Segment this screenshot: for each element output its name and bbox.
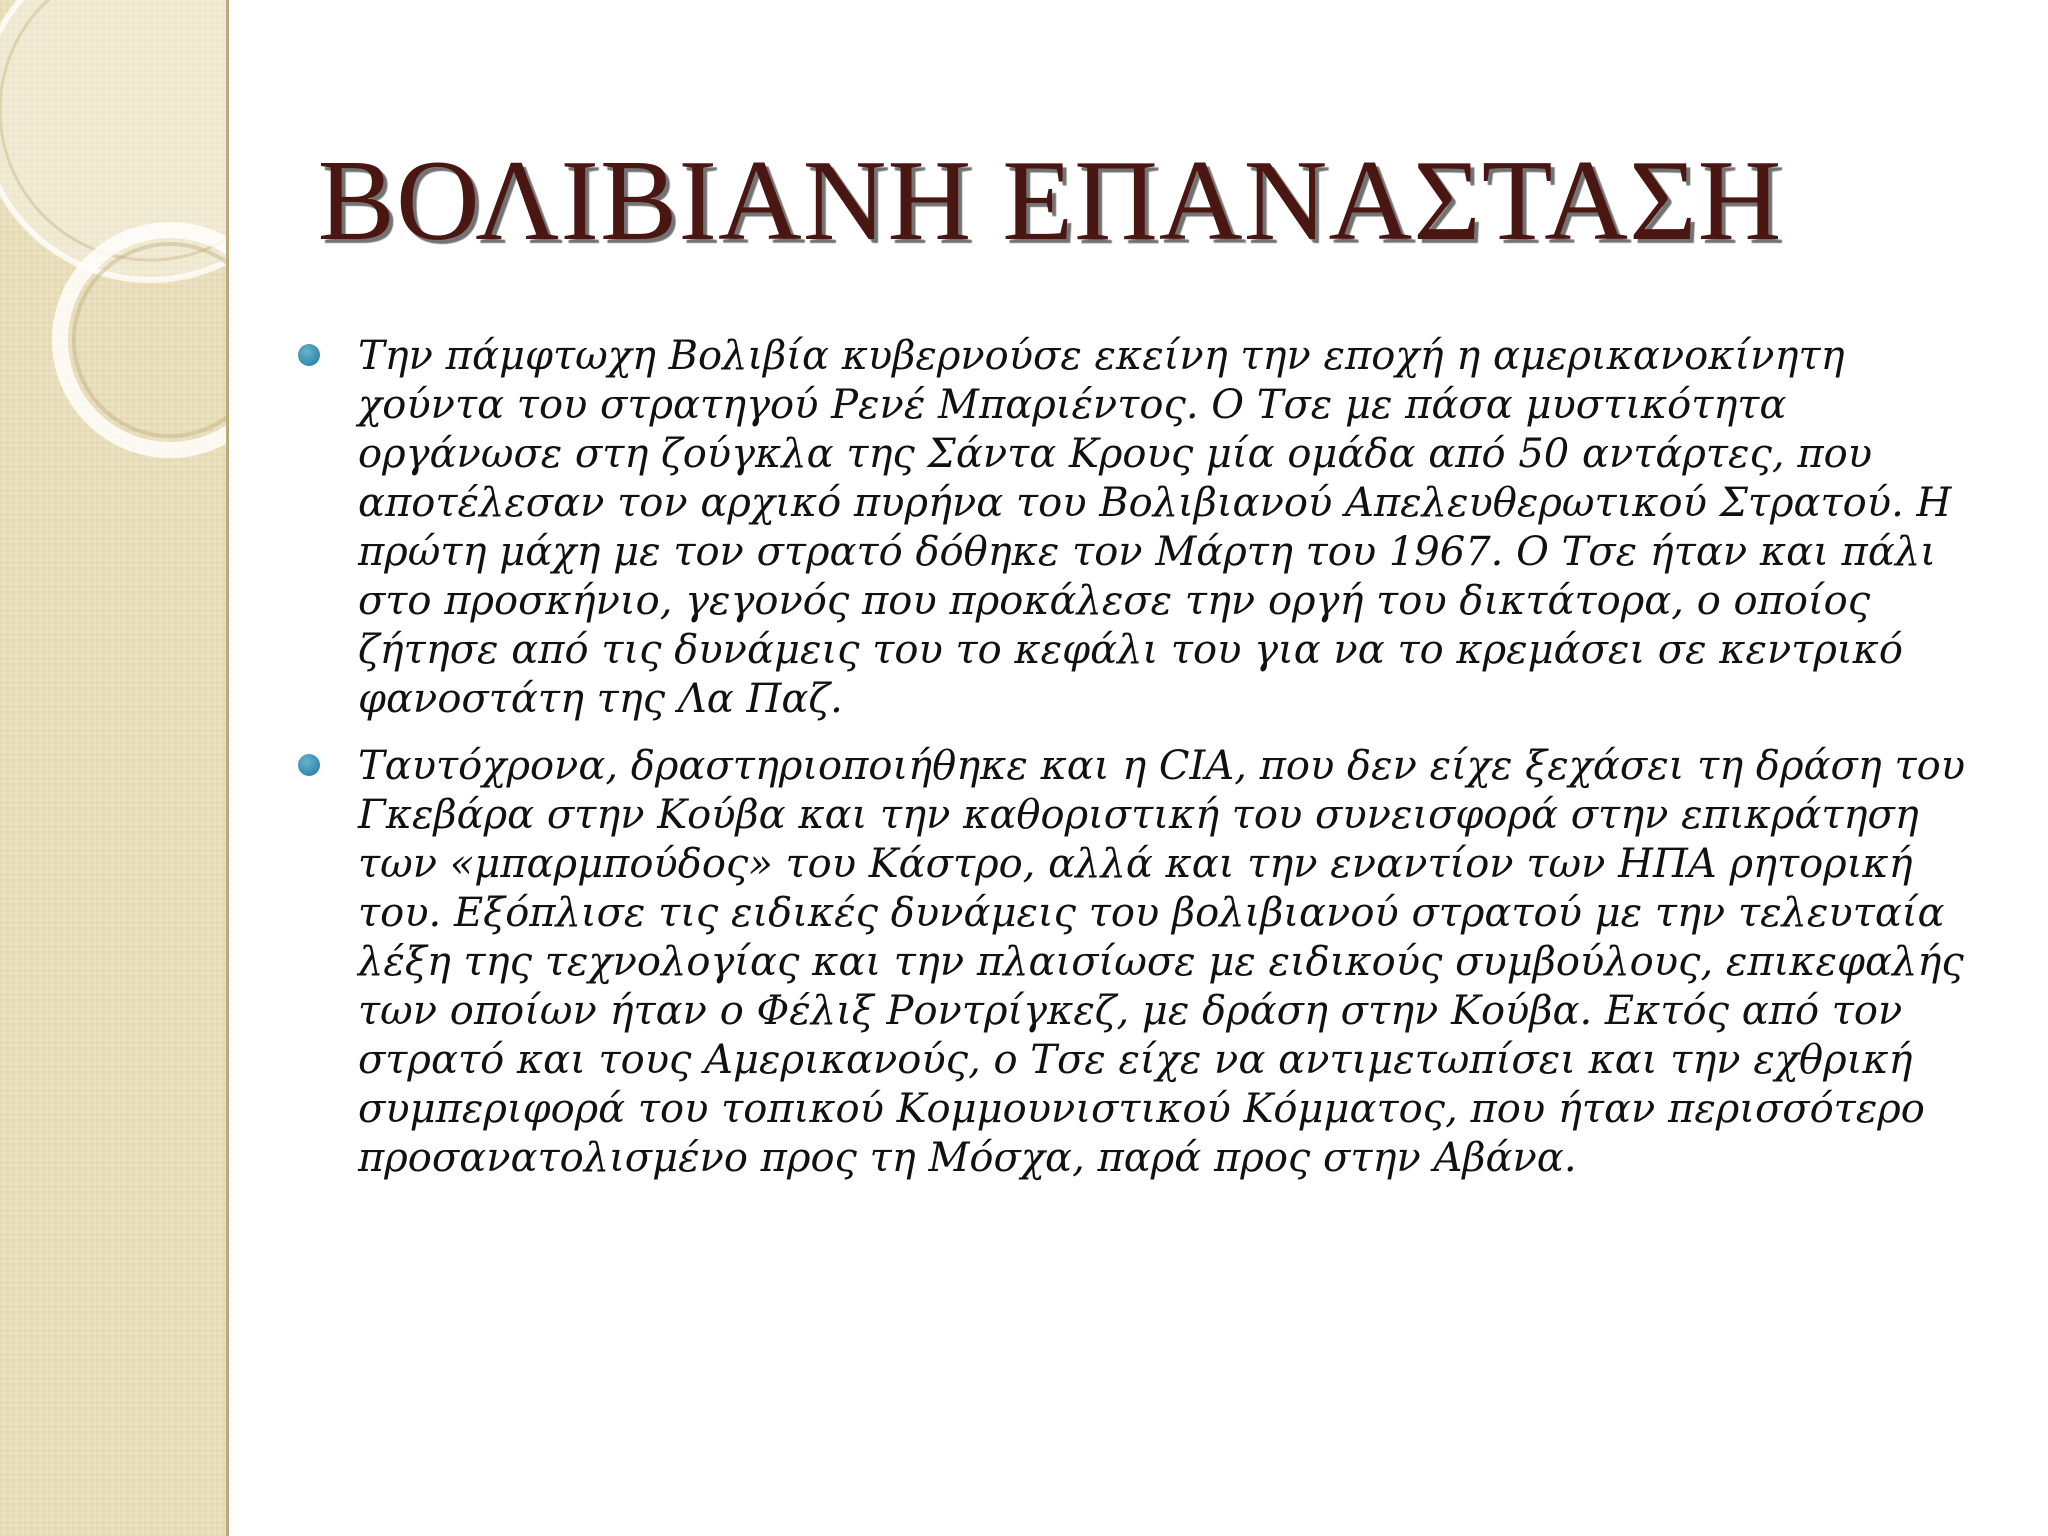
bullet-dot-icon xyxy=(298,754,320,776)
bullet-dot-icon xyxy=(298,344,320,366)
decorative-rings xyxy=(0,0,226,1536)
bullet-list xyxy=(358,332,1978,1201)
bullet-text: Την πάμφτωχη Βολιβία κυβερνούσε εκείνη την εποχή η αμερικανοκίνητη χούντα του στρατηγού Ρενέ Μπαριέντος. Ο Τσε με πάσα μυστικότητα οργάνωσε στη ζούγκλα της Σάντα Κρους μία ομάδα από 50 αντάρτες, που αποτέλεσαν τον αρχικό πυρήνα του Βολιβιανού Απελευθερωτικού Στρατού. Η πρώτη μάχη με τον στρατό δόθηκε τον Μάρτη του 1967. Ο Τσε ήταν και πάλι στο προσκήνιο, γεγονός που προκάλεσε την οργή του δικτάτορα, ο οποίος ζήτησε από τις δυνάμεις του το κεφάλι του για να το κρεμάσει σε κεντρικό φανοστάτη της Λα Παζ. xyxy=(358,333,1952,722)
bullet-item xyxy=(358,332,1978,724)
decorative-sidebar xyxy=(0,0,226,1536)
sidebar-divider xyxy=(226,0,229,1536)
bullet-item xyxy=(358,742,1978,1183)
bullet-text: Ταυτόχρονα, δραστηριοποιήθηκε και η CIA, που δεν είχε ξεχάσει τη δράση του Γκεβάρα στην Κούβα και την καθοριστική του συνεισφορά στην επικράτηση των «μπαρμπούδος» του Κάστρο, αλλά και την εναντίον των ΗΠΑ ρητορική του. Εξόπλισε τις ειδικές δυνάμεις του βολιβιανού στρατού με την τελευταία λέξη της τεχνολογίας και την πλαισίωσε με ειδικούς συμβούλους, επικεφαλής των οποίων ήταν ο Φέλιξ Ροντρίγκεζ, με δράση στην Κούβα. Εκτός από τον στρατό και τους Αμερικανούς, ο Τσε είχε να αντιμετωπίσει και την εχθρική συμπεριφορά του τοπικού Κομμουνιστικού Κόμματος, που ήταν περισσότερο προσανατολισμένο προς τη Μόσχα, παρά προς στην Αβάνα. xyxy=(358,743,1966,1181)
slide-title: ΒΟΛΙΒΙΑΝΗ ΕΠΑΝΑΣΤΑΣΗ xyxy=(317,137,1783,265)
